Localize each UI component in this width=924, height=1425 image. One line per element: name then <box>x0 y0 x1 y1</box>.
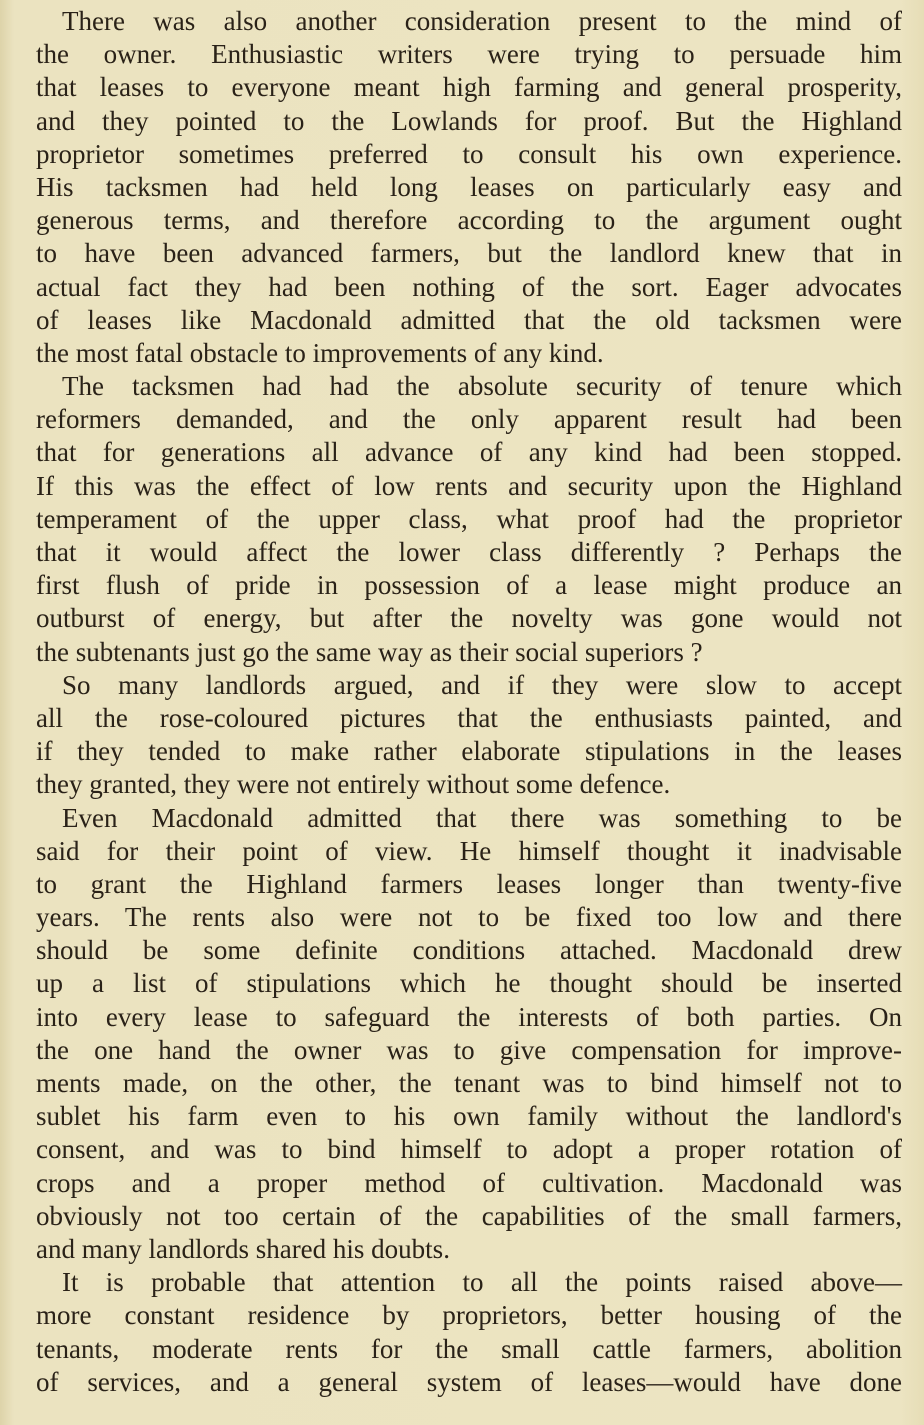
text-line: Even Macdonald admitted that there was something to be <box>62 802 902 833</box>
text-line: and they pointed to the Lowlands for proof. But the Highland <box>36 105 902 136</box>
text-line: the subtenants just go the same way as their social superiors ? <box>36 636 703 667</box>
text-line: It is probable that attention to all the points raised above— <box>62 1267 902 1298</box>
text-line: the one hand the owner was to give compensation for improve- <box>36 1034 902 1065</box>
text-line: tenants, moderate rents for the small cattle farmers, abolition <box>36 1333 902 1364</box>
text-line: said for their point of view. He himself thought it inadvisable <box>36 835 902 866</box>
paragraph <box>36 370 902 669</box>
text-line: ments made, on the other, the tenant was to bind himself not to <box>36 1068 902 1098</box>
text-line: the owner. Enthusiastic writers were trying to persuade him <box>36 39 902 70</box>
text-line: up a list of stipulations which he thought should be inserted <box>36 968 902 999</box>
text-line: that it would affect the lower class differently ? Perhaps the <box>36 537 902 567</box>
text-line: So many landlords argued, and if they were slow to accept <box>62 669 902 700</box>
text-line: proprietor sometimes preferred to consult his own experience. <box>36 138 902 169</box>
text-line: to grant the Highland farmers leases longer than twenty-five <box>36 868 902 899</box>
text-line: should be some definite conditions attached. Macdonald drew <box>36 935 902 966</box>
text-line: if they tended to make rather elaborate stipulations in the leases <box>36 736 902 767</box>
text-line: more constant residence by proprietors, better housing of the <box>36 1300 902 1331</box>
text-line: that for generations all advance of any kind had been stopped. <box>36 437 902 468</box>
text-line: and many landlords shared his doubts. <box>36 1233 450 1264</box>
text-line: that leases to everyone meant high farming and general prosperity, <box>36 72 902 103</box>
text-line: sublet his farm even to his own family without the landlord's <box>36 1101 902 1132</box>
text-line: they granted, they were not entirely without some defence. <box>36 769 671 800</box>
text-line: all the rose-coloured pictures that the enthusiasts painted, and <box>36 702 902 733</box>
text-line: outburst of energy, but after the novelty was gone would not <box>36 603 902 634</box>
paragraph <box>36 1266 902 1399</box>
text-line: obviously not too certain of the capabilities of the small farmers, <box>36 1200 902 1231</box>
text-line: consent, and was to bind himself to adopt a proper rotation of <box>36 1134 902 1165</box>
text-line: first flush of pride in possession of a lease might produce an <box>36 570 902 601</box>
paragraph <box>36 802 902 1267</box>
text-line: generous terms, and therefore according to the argument ought <box>36 205 902 236</box>
paragraph <box>36 5 902 370</box>
text-line: of services, and a general system of leases—would have done <box>36 1366 902 1397</box>
text-line: into every lease to safeguard the interests of both parties. On <box>36 1001 902 1032</box>
text-line: His tacksmen had held long leases on particularly easy and <box>36 171 902 202</box>
text-line: The tacksmen had had the absolute security of tenure which <box>62 371 902 402</box>
text-line: the most fatal obstacle to improvements of any kind. <box>36 337 604 368</box>
text-line: years. The rents also were not to be fixed too low and there <box>36 902 902 933</box>
text-line: crops and a proper method of cultivation. Macdonald was <box>36 1167 902 1198</box>
text-line: There was also another consideration present to the mind of <box>62 6 902 36</box>
text-line: temperament of the upper class, what proof had the proprietor <box>36 503 902 534</box>
paragraph <box>36 669 902 802</box>
text-line: to have been advanced farmers, but the landlord knew that in <box>36 238 902 269</box>
text-line: actual fact they had been nothing of the sort. Eager advocates <box>36 271 902 302</box>
book-page-text <box>36 5 902 1399</box>
text-line: reformers demanded, and the only apparent result had been <box>36 404 902 435</box>
text-line: If this was the effect of low rents and security upon the Highland <box>36 470 902 501</box>
text-line: of leases like Macdonald admitted that the old tacksmen were <box>36 304 902 335</box>
